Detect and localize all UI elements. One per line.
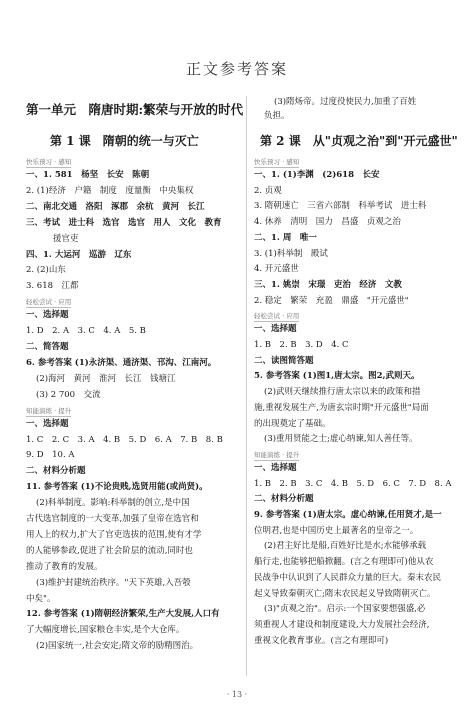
answer-line: 施,重视发展生产,为唐玄宗时期"开元盛世"局面 bbox=[254, 402, 429, 413]
answer-line: 三、考试 进士科 选官 选官 用人 文化 教育 bbox=[26, 217, 222, 228]
answer-line: 负担。 bbox=[264, 111, 290, 121]
answer-line: (3)"贞观之治"。启示:一个国家要想强盛,必 bbox=[264, 604, 426, 615]
answer-line: 9. D 10. A bbox=[26, 450, 75, 461]
answer-line: 5. 参考答案 (1)图1,唐太宗。图2,武则天。 bbox=[254, 371, 420, 382]
answer-line: 重视文化教育事业。(言之有理即可) bbox=[254, 635, 389, 646]
answer-line: 位明君,也是中国历史上最著名的皇帝之一。 bbox=[254, 525, 419, 536]
unit-title: 第一单元 隋唐时期:繁荣与开放的时代 bbox=[26, 102, 244, 117]
answer-line: 的人能够参政,促进了社会阶层的流动,同时也 bbox=[26, 545, 193, 556]
page-number: · 13 · bbox=[226, 690, 248, 699]
answer-line: 3. (1)科举制 殿试 bbox=[254, 248, 328, 259]
answer-line: 二、1. 周 唯一 bbox=[254, 232, 317, 243]
answer-line: 2. 稳定 繁荣 充盈 鼎盛 "开元盛世" bbox=[254, 295, 409, 306]
answer-line: 用人上的权力,扩大了官吏选拔的范围,使有才学 bbox=[26, 529, 202, 540]
answer-line: 船行走,也能够把船掀翻。(言之有理即可)他从农 bbox=[254, 557, 434, 568]
answer-line: 古代选官制度的一大变革,加强了皇帝在选官和 bbox=[26, 514, 199, 524]
answer-line: 2. (2)山东 bbox=[26, 265, 66, 276]
answer-line: 民战争中认识到了人民群众力量的巨大。秦末农民 bbox=[254, 572, 442, 583]
answer-line: 4. 休养 清明 国力 昌盛 贞观之治 bbox=[254, 217, 401, 228]
answer-line: 6. 参考答案 (1)永济渠、通济渠、邗沟、江南河。 bbox=[26, 357, 217, 368]
answer-line: (3)隋炀帝。过度役使民力,加重了百姓 bbox=[274, 97, 417, 107]
answer-line: (3) 2 700 交流 bbox=[36, 389, 101, 400]
answer-line: 一、选择题 bbox=[26, 310, 69, 321]
answer-line: (3)重用贤能之士;虚心纳谏,知人善任等。 bbox=[264, 434, 418, 445]
answer-line: 二、读图简答题 bbox=[254, 355, 314, 366]
answer-line: 2. 贞观 bbox=[254, 185, 282, 196]
section-heading: 快乐预习 · 感知 bbox=[26, 158, 72, 166]
answer-line: 一、1. 581 杨坚 长安 陈朝 bbox=[26, 170, 150, 180]
answer-line: 1. B 2. B 3. C 4. B 5. D 6. C 7. D 8. A bbox=[254, 478, 452, 489]
answer-line: 4. 开元盛世 bbox=[254, 264, 299, 275]
section-heading: 知能演练 · 提升 bbox=[254, 450, 300, 459]
answer-line: 推动了教育的发展。 bbox=[26, 561, 103, 572]
answer-line: (2)武则天继续推行唐太宗以来的政策和措 bbox=[264, 387, 421, 398]
section-heading: 轻松尝试 · 应用 bbox=[254, 312, 300, 321]
lesson-2-title: 第 2 课 从"贞观之治"到"开元盛世" bbox=[260, 134, 458, 148]
page-title: 正文参考答案 bbox=[185, 60, 288, 78]
answer-line: 须重视人才建设和制度建设,大力发展社会经济, bbox=[254, 619, 430, 630]
answer-line: 四、1. 大运河 巡游 辽东 bbox=[26, 249, 132, 260]
answer-line: 起义导致秦朝灭亡;隋末农民起义导致隋朝灭亡。 bbox=[254, 588, 436, 599]
answer-line: 1. B 2. B 3. D 4. C bbox=[254, 340, 349, 350]
answer-line: 中矣"。 bbox=[26, 593, 56, 604]
answer-line: 一、选择题 bbox=[254, 324, 297, 335]
answer-line: 一、选择题 bbox=[254, 462, 297, 473]
answer-line: 12. 参考答案 (1)隋朝经济繁荣,生产大发展,人口有 bbox=[26, 609, 220, 620]
answer-line: 二、简答题 bbox=[26, 342, 69, 352]
answer-line: 二、南北交通 洛阳 涿郡 余杭 黄河 长江 bbox=[26, 201, 205, 212]
answer-line: (3)维护封建统治秩序。"天下英雄,入吾彀 bbox=[36, 577, 191, 588]
answer-line: 的出现奠定了基础。 bbox=[254, 418, 331, 429]
answer-line: 二、材料分析题 bbox=[254, 494, 314, 505]
section-heading: 知能演练 · 提升 bbox=[26, 406, 72, 415]
answer-line: 1. D 2. A 3. C 4. A 5. B bbox=[26, 326, 146, 337]
section-heading: 快乐预习 · 感知 bbox=[254, 158, 300, 166]
answer-line: (2)国家统一,社会安定;隋文帝的励精图治。 bbox=[36, 641, 199, 652]
answer-line: 11. 参考答案 (1)不论贵贱,选贤用能(或尚贤)。 bbox=[26, 482, 208, 493]
answer-line: 二、材料分析题 bbox=[26, 466, 86, 477]
answer-line: 援官吏 bbox=[36, 233, 79, 244]
answer-line: 9. 参考答案 (1)唐太宗。虚心纳谏,任用贤才,是一 bbox=[254, 510, 442, 520]
answer-line: 1. C 2. C 3. A 4. B 5. D 6. A 7. B 8. B bbox=[26, 434, 223, 445]
answer-line: (2)君主好比是船,百姓好比是水;水能够承载 bbox=[264, 541, 427, 552]
answer-line: 2. (1)经济 户籍 制度 度量衡 中央集权 bbox=[26, 185, 194, 196]
answer-line: (2)科举制度。影响:科举制的创立,是中国 bbox=[36, 498, 190, 509]
section-heading: 轻松尝试 · 应用 bbox=[26, 298, 72, 307]
answer-line: 3. 618 江都 bbox=[26, 281, 79, 292]
lesson-1-title: 第 1 课 隋朝的统一与灭亡 bbox=[50, 134, 199, 148]
column-divider bbox=[246, 96, 247, 676]
answer-line: 一、1. (1)李渊 (2)618 长安 bbox=[254, 170, 380, 180]
answer-line: 三、1. 姚崇 宋璟 吏治 经济 文教 bbox=[254, 279, 402, 290]
answer-line: 了大幅度增长,国家粮仓丰实,是个大仓库。 bbox=[26, 625, 185, 636]
answer-line: (2)海河 黄河 淮河 长江 钱塘江 bbox=[36, 373, 176, 384]
answer-line: 3. 隋朝速亡 三省六部制 科举考试 进士科 bbox=[254, 201, 427, 212]
answer-line: 一、选择题 bbox=[26, 418, 69, 429]
